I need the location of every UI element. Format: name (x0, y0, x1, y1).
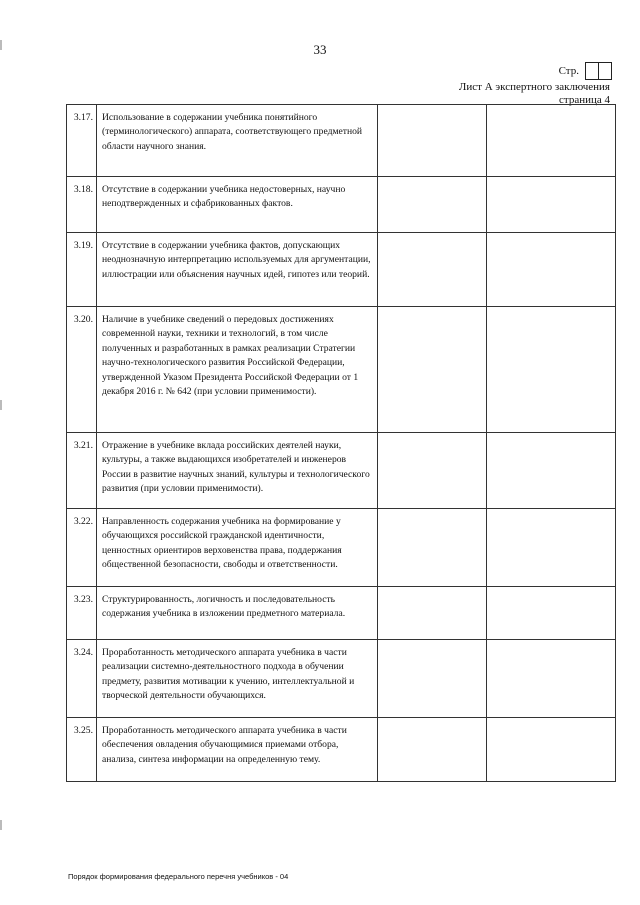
table-row (67, 640, 616, 718)
comment-cell (487, 105, 616, 177)
page-number-box (585, 62, 612, 80)
page-label: Стр. (558, 65, 579, 77)
criterion-text: Структурированность, логичность и последовательность содержания учебника в изложении предметного материала. (97, 587, 378, 640)
table-row (67, 233, 616, 307)
page-number: 33 (313, 42, 327, 57)
assessment-cell (378, 509, 487, 587)
page-label-row (559, 62, 612, 80)
assessment-cell (378, 307, 487, 433)
sheet-page: страница 4 (559, 94, 610, 106)
footer: Порядок формирования федерального перечня учебников - 04 (68, 872, 289, 881)
comment-cell (487, 718, 616, 782)
comment-cell (487, 640, 616, 718)
criterion-text: Наличие в учебнике сведений о передовых достижениях современной науки, техники и технологий, в том числе полученных и разработанных в рамках реализации Стратегии научно-технологического развития Российской Федерации, утвержденной Указом Президента Российской Федерации от 1 декабря 2016 г. № 642 (при условии применимости). (97, 307, 378, 433)
assessment-cell (378, 433, 487, 509)
assessment-cell (378, 105, 487, 177)
comment-cell (487, 433, 616, 509)
margin-mark (0, 400, 2, 410)
criterion-number: 3.24. (67, 640, 97, 718)
comment-cell (487, 587, 616, 640)
assessment-cell (378, 587, 487, 640)
criteria-table (66, 104, 616, 782)
table-row (67, 433, 616, 509)
assessment-cell (378, 718, 487, 782)
criterion-number: 3.17. (67, 105, 97, 177)
criterion-text: Направленность содержания учебника на формирование у обучающихся российской гражданской идентичности, ценностных ориентиров верховенства права, поддержания общественной безопасности, свободы и ответственности. (97, 509, 378, 587)
criterion-text: Отсутствие в содержании учебника фактов, допускающих неоднозначную интерпретацию используемых для аргументации, иллюстрации или объяснения научных идей, гипотез или теорий. (97, 233, 378, 307)
margin-mark (0, 820, 2, 830)
criterion-number: 3.19. (67, 233, 97, 307)
comment-cell (487, 307, 616, 433)
table-row (67, 587, 616, 640)
criterion-number: 3.21. (67, 433, 97, 509)
assessment-cell (378, 177, 487, 233)
assessment-cell (378, 233, 487, 307)
criterion-number: 3.22. (67, 509, 97, 587)
table-row (67, 509, 616, 587)
table-row (67, 177, 616, 233)
comment-cell (487, 177, 616, 233)
criterion-text: Использование в содержании учебника понятийного (терминологического) аппарата, соответствующего предметной области научного знания. (97, 105, 378, 177)
criterion-number: 3.23. (67, 587, 97, 640)
criterion-text: Проработанность методического аппарата учебника в части обеспечения овладения обучающимися приемами отбора, анализа, синтеза информации на определенную тему. (97, 718, 378, 782)
criterion-number: 3.18. (67, 177, 97, 233)
criterion-text: Отсутствие в содержании учебника недостоверных, научно неподтвержденных и сфабрикованных фактов. (97, 177, 378, 233)
sheet-title: Лист А экспертного заключения (458, 81, 610, 93)
criterion-text: Отражение в учебнике вклада российских деятелей науки, культуры, а также выдающихся изобретателей и инженеров России в развитие научных знаний, культуры и технологического развития (при условии применимости). (97, 433, 378, 509)
criterion-number: 3.20. (67, 307, 97, 433)
comment-cell (487, 233, 616, 307)
table-row (67, 718, 616, 782)
table-row (67, 105, 616, 177)
table-row (67, 307, 616, 433)
assessment-cell (378, 640, 487, 718)
criterion-text: Проработанность методического аппарата учебника в части реализации системно-деятельностного подхода в обучении предмету, развития мотивации к учению, интеллектуальной и творческой деятельности обучающихся. (97, 640, 378, 718)
comment-cell (487, 509, 616, 587)
criterion-number: 3.25. (67, 718, 97, 782)
